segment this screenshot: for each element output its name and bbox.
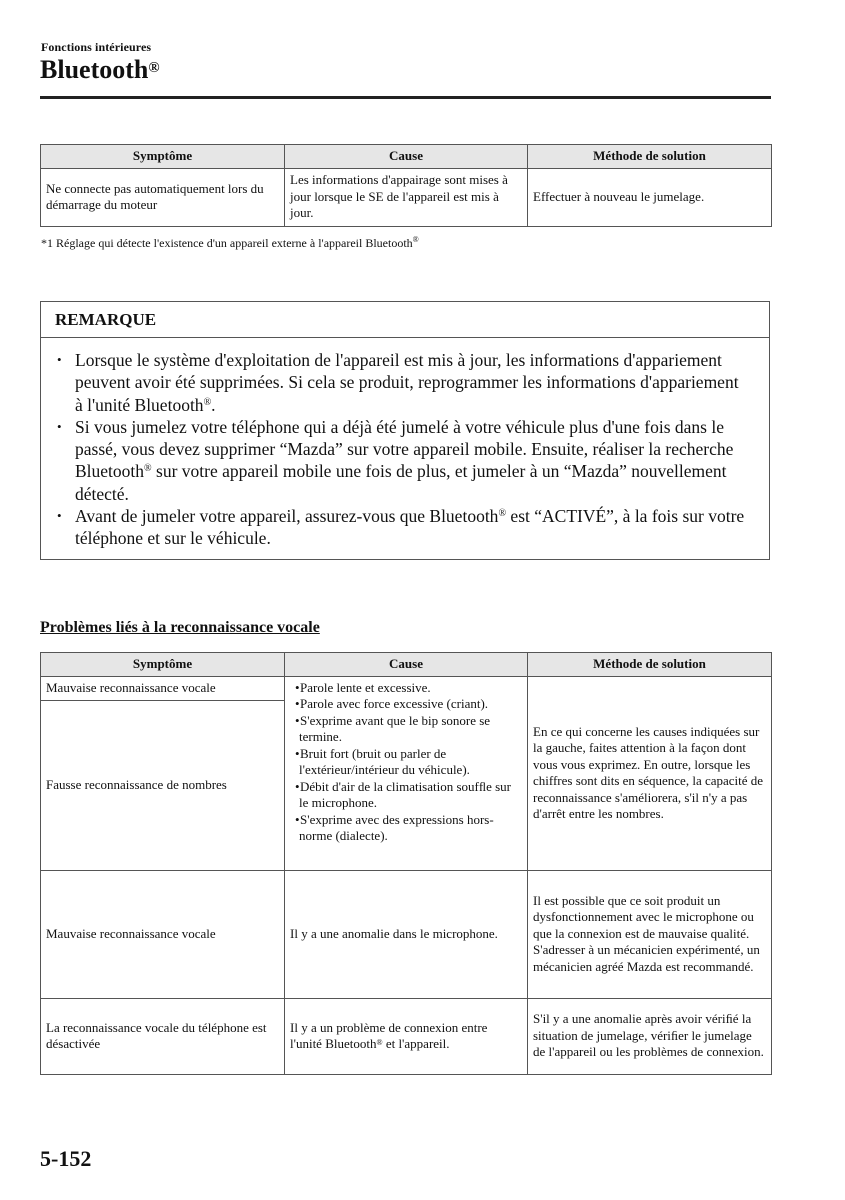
page-number: 5-152 bbox=[40, 1146, 92, 1171]
cause-text: S'exprime avec des expressions hors-norme (dialecte). bbox=[299, 811, 494, 843]
cause-cell bbox=[285, 998, 528, 1074]
footnote bbox=[41, 236, 419, 251]
cause-text: et l'appareil. bbox=[382, 1036, 450, 1051]
title-rule bbox=[40, 96, 771, 99]
footnote-text: *1 Réglage qui détecte l'existence d'un appareil externe à l'appareil Bluetooth bbox=[41, 236, 413, 250]
troubleshooting-table bbox=[40, 144, 772, 227]
cause-text: Débit d'air de la climatisation soufﬂe sur le microphone. bbox=[299, 778, 512, 810]
remark-heading: REMARQUE bbox=[41, 302, 769, 338]
remark-box bbox=[40, 301, 770, 560]
remark-text: Lorsque le système d'exploitation de l'appareil est mis à jour, les informations d'appariement peuvent avoir été supprimées. Si cela se produit, reprogrammer les informations d'appariement à l'unité Bluetooth bbox=[75, 350, 739, 415]
bullet-mark: • bbox=[295, 696, 300, 711]
column-header-solution: Méthode de solution bbox=[528, 145, 772, 169]
bullet-mark: • bbox=[295, 778, 300, 794]
cause-cell bbox=[285, 676, 528, 870]
list-item bbox=[290, 680, 522, 697]
remark-text: . bbox=[211, 394, 216, 415]
remark-text: Avant de jumeler votre appareil, assurez-vous que Bluetooth bbox=[75, 506, 499, 527]
remark-text: sur votre appareil mobile une fois de plus, et jumeler à un “Mazda” nouvellement détecté. bbox=[75, 461, 727, 504]
section-label: Fonctions intérieures bbox=[41, 40, 152, 54]
list-item bbox=[290, 696, 522, 713]
remark-text: est “ACTIVÉ”, à la fois sur votre téléphone et sur le véhicule. bbox=[75, 506, 745, 549]
registered-mark: ® bbox=[144, 463, 152, 475]
cause-text: Il y a un problème de connexion entre l'unité Bluetooth bbox=[290, 1019, 488, 1051]
symptom-cell: Fausse reconnaissance de nombres bbox=[41, 700, 285, 870]
column-header-symptom: Symptôme bbox=[41, 653, 285, 677]
voice-section-heading: Problèmes liés à la reconnaissance vocale bbox=[40, 619, 320, 636]
column-header-solution: Méthode de solution bbox=[528, 653, 772, 677]
list-item bbox=[75, 349, 749, 416]
table-row bbox=[41, 676, 772, 700]
remark-text: Si vous jumelez votre téléphone qui a déjà été jumelé à votre véhicule plus d'une fois dans le passé, vous devez supprimer “Mazda” sur votre appareil mobile. Ensuite, réaliser la recherche Bluetooth bbox=[75, 416, 734, 482]
table-row bbox=[41, 870, 772, 998]
list-item bbox=[290, 812, 522, 845]
list-item bbox=[290, 779, 522, 812]
symptom-cell: Ne connecte pas automatiquement lors du démarrage du moteur bbox=[41, 168, 285, 226]
column-header-cause: Cause bbox=[285, 653, 528, 677]
cause-text: Parole avec force excessive (criant). bbox=[300, 696, 489, 711]
remark-list bbox=[41, 338, 769, 550]
registered-mark: ® bbox=[412, 235, 419, 244]
column-header-cause: Cause bbox=[285, 145, 528, 169]
registered-mark: ® bbox=[376, 1038, 383, 1047]
bullet-mark: • bbox=[295, 811, 300, 827]
column-header-symptom: Symptôme bbox=[41, 145, 285, 169]
symptom-cell: Mauvaise reconnaissance vocale bbox=[41, 870, 285, 998]
cause-bullet-list bbox=[290, 680, 522, 845]
solution-cell: Il est possible que ce soit produit un dysfonctionnement avec le microphone ou que la connexion est de mauvaise qualité. S'adresser à un mécanicien expérimenté, un mécanicien agréé Mazda est recommandé. bbox=[528, 870, 772, 998]
page-title bbox=[40, 55, 160, 85]
bullet-mark: • bbox=[295, 679, 300, 695]
bullet-mark: • bbox=[295, 745, 300, 761]
registered-mark: ® bbox=[203, 396, 212, 408]
solution-cell: S'il y a une anomalie après avoir vériﬁé la situation de jumelage, vériﬁer le jumelage de l'appareil ou les problèmes de connexion. bbox=[528, 998, 772, 1074]
list-item bbox=[290, 713, 522, 746]
table-row bbox=[41, 168, 772, 226]
bullet-mark: • bbox=[295, 712, 300, 728]
list-item bbox=[75, 505, 749, 550]
symptom-cell: Mauvaise reconnaissance vocale bbox=[41, 676, 285, 700]
registered-mark: ® bbox=[498, 508, 507, 520]
page-title-text: Bluetooth bbox=[40, 55, 149, 84]
cause-text: Parole lente et excessive. bbox=[300, 679, 431, 695]
table-row bbox=[41, 998, 772, 1074]
symptom-cell: La reconnaissance vocale du téléphone est désactivée bbox=[41, 998, 285, 1074]
cause-cell: Il y a une anomalie dans le microphone. bbox=[285, 870, 528, 998]
table-header-row bbox=[41, 145, 772, 169]
cause-text: Bruit fort (bruit ou parler de l'extérieur/intérieur du véhicule). bbox=[299, 745, 470, 777]
registered-mark: ® bbox=[148, 60, 160, 76]
cause-cell: Les informations d'appairage sont mises à jour lorsque le SE de l'appareil est mis à jour. bbox=[285, 168, 528, 226]
voice-troubleshooting-table bbox=[40, 652, 772, 1075]
solution-cell: Effectuer à nouveau le jumelage. bbox=[528, 168, 772, 226]
table-header-row bbox=[41, 653, 772, 677]
cause-text: S'exprime avant que le bip sonore se termine. bbox=[299, 712, 491, 744]
list-item bbox=[75, 416, 749, 505]
solution-cell: En ce qui concerne les causes indiquées sur la gauche, faites attention à la façon dont vous vous exprimez. En outre, lorsque les chiffres sont dits en séquence, la capacité de reconnaissance s'améliorera, s'il n'y a pas d'arrêt entre les nombres. bbox=[528, 676, 772, 870]
list-item bbox=[290, 746, 522, 779]
